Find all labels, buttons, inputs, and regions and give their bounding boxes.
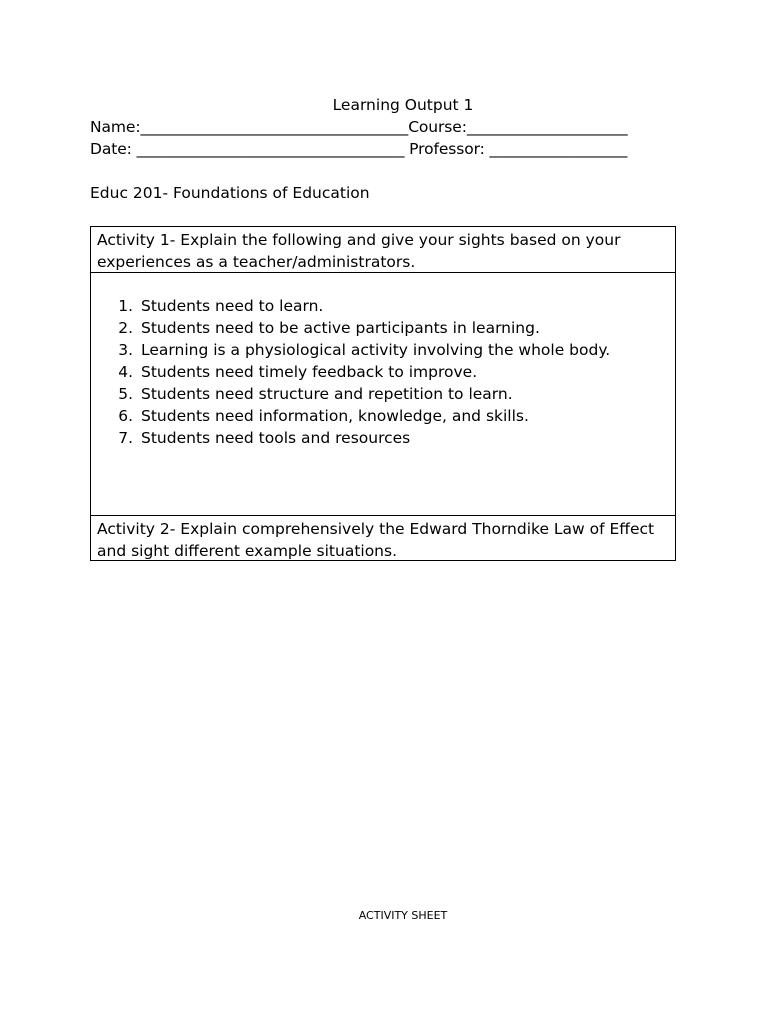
- list-item: [97, 317, 669, 339]
- list-item: [97, 361, 669, 383]
- list-item-text: Learning is a physiological activity involving the whole body.: [141, 341, 611, 359]
- list-item-number: 7.: [118, 429, 133, 447]
- list-item-number: 3.: [118, 341, 133, 359]
- list-item-number: 4.: [118, 363, 133, 381]
- list-item-text: Students need structure and repetition to learn.: [141, 385, 513, 403]
- list-item-text: Students need to learn.: [141, 297, 324, 315]
- list-item-text: Students need tools and resources: [141, 429, 411, 447]
- list-item-text: Students need timely feedback to improve.: [141, 363, 478, 381]
- page-footer: ACTIVITY SHEET: [358, 909, 448, 922]
- course-title: Educ 201- Foundations of Education: [90, 184, 370, 202]
- list-item: [97, 405, 669, 427]
- list-item: [97, 383, 669, 405]
- list-item-number: 1.: [118, 297, 133, 315]
- list-item-number: 2.: [118, 319, 133, 337]
- numbered-list: [97, 295, 669, 449]
- list-item-number: 6.: [118, 407, 133, 425]
- activity-1-prompt: Activity 1- Explain the following and give your sights based on your experiences as a teacher/administrators.: [91, 227, 675, 273]
- activity-2-prompt: Activity 2- Explain comprehensively the Edward Thorndike Law of Effect and sight different example situations.: [97, 520, 655, 560]
- list-item: [97, 427, 669, 449]
- activity-table: [90, 226, 676, 561]
- list-item-text: Students need information, knowledge, and skills.: [141, 407, 529, 425]
- name-course-field-line: Name:___________________________________Course:_____________________: [90, 118, 628, 136]
- list-item: [97, 295, 669, 317]
- list-item: [97, 339, 669, 361]
- date-professor-field-line: Date: ___________________________________ Professor: __________________: [90, 140, 628, 158]
- document-title: Learning Output 1: [332, 96, 474, 114]
- activity-1-items: [91, 273, 675, 516]
- list-item-text: Students need to be active participants in learning.: [141, 319, 540, 337]
- list-item-number: 5.: [118, 385, 133, 403]
